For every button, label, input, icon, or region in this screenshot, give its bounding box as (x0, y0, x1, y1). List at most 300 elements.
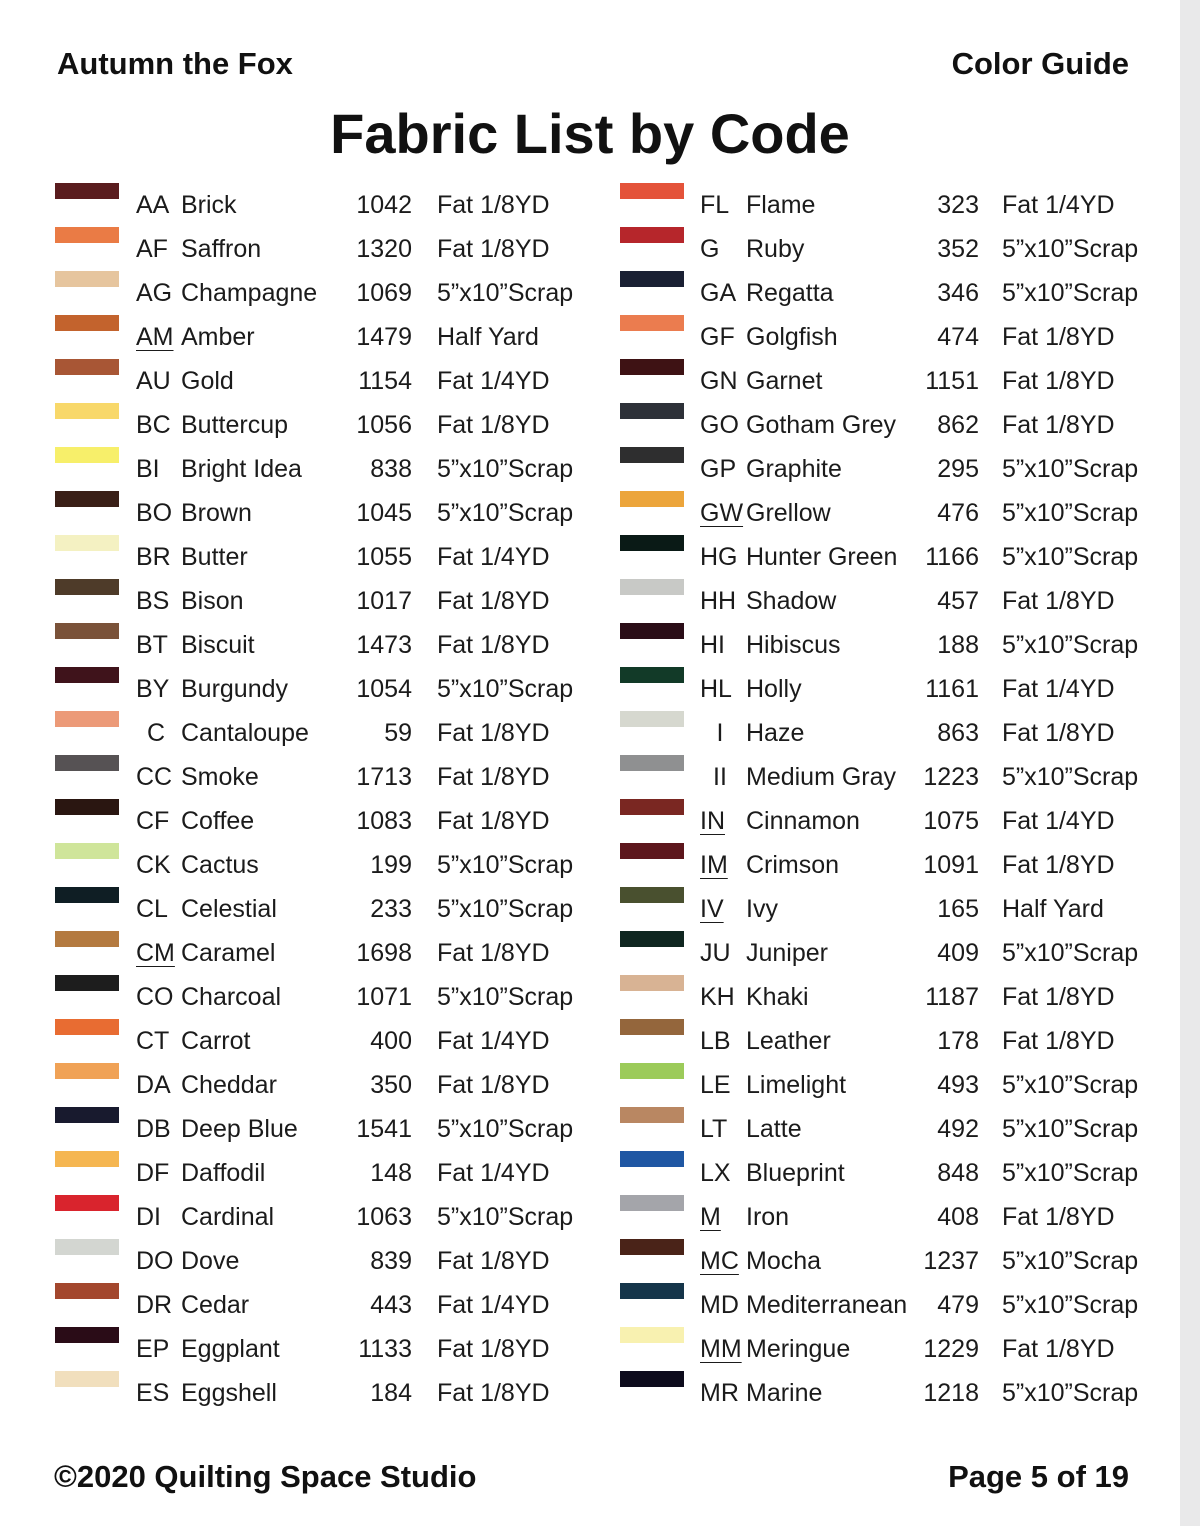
fabric-number: 178 (937, 1027, 979, 1055)
fabric-code: DR (136, 1291, 173, 1319)
fabric-name: Juniper (746, 939, 828, 967)
fabric-name: Latte (746, 1115, 802, 1143)
fabric-size: Fat 1/8YD (1002, 719, 1115, 747)
fabric-row (620, 1371, 1160, 1415)
color-swatch (620, 535, 684, 551)
fabric-code: BI (136, 455, 160, 483)
fabric-row (55, 887, 595, 931)
fabric-code: MM (700, 1335, 742, 1363)
fabric-name: Garnet (746, 367, 823, 395)
fabric-name: Mediterranean (746, 1291, 908, 1319)
fabric-row (620, 183, 1160, 227)
fabric-number: 1063 (356, 1203, 412, 1231)
fabric-row (55, 667, 595, 711)
color-swatch (55, 623, 119, 639)
fabric-name: Cantaloupe (181, 719, 309, 747)
color-swatch (620, 491, 684, 507)
fabric-row (55, 579, 595, 623)
fabric-code: HL (700, 675, 732, 703)
fabric-code: EP (136, 1335, 170, 1363)
fabric-code: DF (136, 1159, 170, 1187)
fabric-size: Fat 1/8YD (1002, 587, 1115, 615)
color-swatch (620, 975, 684, 991)
fabric-name: Buttercup (181, 411, 289, 439)
fabric-size: 5”x10”Scrap (437, 1115, 574, 1143)
fabric-row (55, 1239, 595, 1283)
color-swatch (55, 1371, 119, 1387)
fabric-code: GW (700, 499, 744, 527)
page-title: Fabric List by Code (330, 102, 850, 165)
fabric-number: 1133 (358, 1335, 412, 1363)
fabric-size: Fat 1/8YD (437, 235, 550, 263)
fabric-row (620, 1151, 1160, 1195)
fabric-name: Eggplant (181, 1335, 280, 1363)
fabric-number: 1069 (356, 279, 412, 307)
fabric-number: 1698 (356, 939, 412, 967)
fabric-code: I (716, 719, 724, 747)
fabric-row (55, 535, 595, 579)
fabric-number: 1075 (923, 807, 979, 835)
color-swatch (55, 183, 119, 199)
fabric-size: Fat 1/4YD (1002, 675, 1115, 703)
fabric-code: BT (136, 631, 168, 659)
fabric-size: Fat 1/8YD (437, 1071, 550, 1099)
fabric-size: Fat 1/8YD (437, 939, 550, 967)
page-number: Page 5 of 19 (948, 1459, 1129, 1494)
fabric-name: Meringue (746, 1335, 851, 1363)
fabric-number: 1071 (356, 983, 412, 1011)
fabric-name: Iron (746, 1203, 790, 1231)
fabric-row (55, 799, 595, 843)
fabric-number: 184 (370, 1379, 412, 1407)
fabric-size: Fat 1/8YD (437, 631, 550, 659)
fabric-row (620, 315, 1160, 359)
fabric-size: Half Yard (437, 323, 539, 351)
fabric-size: 5”x10”Scrap (1002, 1159, 1139, 1187)
fabric-size: 5”x10”Scrap (1002, 499, 1139, 527)
fabric-number: 1017 (356, 587, 412, 615)
color-swatch (620, 755, 684, 771)
fabric-row (55, 271, 595, 315)
fabric-size: Fat 1/8YD (1002, 983, 1115, 1011)
fabric-number: 408 (937, 1203, 979, 1231)
color-swatch (55, 535, 119, 551)
fabric-name: Amber (181, 323, 255, 351)
fabric-number: 839 (370, 1247, 412, 1275)
color-swatch (620, 1327, 684, 1343)
fabric-number: 295 (937, 455, 979, 483)
fabric-name: Grellow (746, 499, 831, 527)
fabric-name: Blueprint (746, 1159, 845, 1187)
fabric-code: BO (136, 499, 173, 527)
fabric-code: C (146, 719, 166, 747)
fabric-name: Coffee (181, 807, 255, 835)
fabric-name: Graphite (746, 455, 842, 483)
fabric-code: GF (700, 323, 735, 351)
color-swatch (620, 1371, 684, 1387)
fabric-code: AG (136, 279, 173, 307)
fabric-row (55, 315, 595, 359)
color-swatch (55, 447, 119, 463)
fabric-row (55, 1019, 595, 1063)
fabric-code: CF (136, 807, 170, 835)
fabric-row (620, 403, 1160, 447)
fabric-row (55, 403, 595, 447)
fabric-row (620, 491, 1160, 535)
fabric-name: Golgfish (746, 323, 838, 351)
fabric-row (620, 1107, 1160, 1151)
fabric-size: 5”x10”Scrap (437, 455, 574, 483)
fabric-code: BC (136, 411, 171, 439)
fabric-code: BR (136, 543, 171, 571)
fabric-row (620, 623, 1160, 667)
fabric-name: Holly (746, 675, 802, 703)
color-swatch (620, 623, 684, 639)
fabric-row (620, 1283, 1160, 1327)
fabric-number: 862 (937, 411, 979, 439)
fabric-code: DO (136, 1247, 174, 1275)
color-swatch (55, 271, 119, 287)
fabric-row (55, 183, 595, 227)
fabric-code: DB (136, 1115, 171, 1143)
fabric-row (55, 1195, 595, 1239)
fabric-row (620, 755, 1160, 799)
fabric-number: 1218 (923, 1379, 979, 1407)
guide-label: Color Guide (951, 46, 1129, 81)
fabric-name: Brick (181, 191, 237, 219)
fabric-size: Fat 1/8YD (437, 411, 550, 439)
fabric-size: 5”x10”Scrap (1002, 1379, 1139, 1407)
fabric-name: Gold (181, 367, 234, 395)
fabric-size: Fat 1/8YD (437, 587, 550, 615)
fabric-name: Carrot (181, 1027, 251, 1055)
fabric-list-left-column (55, 183, 595, 1415)
color-swatch (55, 799, 119, 815)
fabric-code: M (700, 1203, 721, 1231)
fabric-code: CM (136, 939, 175, 967)
fabric-number: 409 (937, 939, 979, 967)
fabric-name: Ivy (746, 895, 778, 923)
fabric-name: Deep Blue (181, 1115, 298, 1143)
color-swatch (55, 491, 119, 507)
fabric-number: 457 (937, 587, 979, 615)
fabric-name: Burgundy (181, 675, 289, 703)
fabric-number: 148 (370, 1159, 412, 1187)
fabric-size: 5”x10”Scrap (1002, 543, 1139, 571)
pattern-name: Autumn the Fox (57, 46, 293, 81)
fabric-number: 1187 (925, 983, 979, 1011)
fabric-size: 5”x10”Scrap (1002, 763, 1139, 791)
fabric-code: AA (136, 191, 170, 219)
fabric-row (55, 1283, 595, 1327)
fabric-number: 350 (370, 1071, 412, 1099)
color-swatch (620, 315, 684, 331)
fabric-number: 479 (937, 1291, 979, 1319)
fabric-row (55, 447, 595, 491)
fabric-row (55, 227, 595, 271)
fabric-size: Fat 1/8YD (1002, 323, 1115, 351)
fabric-name: Butter (181, 543, 248, 571)
fabric-code: BY (136, 675, 170, 703)
fabric-number: 1045 (356, 499, 412, 527)
fabric-number: 400 (370, 1027, 412, 1055)
fabric-number: 492 (937, 1115, 979, 1143)
fabric-code: HI (700, 631, 725, 659)
fabric-size: Fat 1/8YD (437, 1247, 550, 1275)
fabric-size: 5”x10”Scrap (437, 1203, 574, 1231)
fabric-name: Regatta (746, 279, 834, 307)
fabric-code: IM (700, 851, 728, 879)
fabric-name: Celestial (181, 895, 277, 923)
fabric-name: Limelight (746, 1071, 847, 1099)
fabric-name: Hunter Green (746, 543, 898, 571)
fabric-size: Fat 1/4YD (437, 1291, 550, 1319)
color-swatch (55, 1195, 119, 1211)
fabric-code: MD (700, 1291, 739, 1319)
color-swatch (620, 183, 684, 199)
fabric-code: HH (700, 587, 737, 615)
fabric-number: 838 (370, 455, 412, 483)
fabric-name: Cedar (181, 1291, 250, 1319)
fabric-size: 5”x10”Scrap (437, 279, 574, 307)
fabric-row (620, 931, 1160, 975)
fabric-name: Biscuit (181, 631, 255, 659)
color-swatch (55, 1063, 119, 1079)
fabric-size: Fat 1/4YD (437, 1027, 550, 1055)
fabric-number: 1154 (358, 367, 412, 395)
fabric-number: 1054 (356, 675, 412, 703)
fabric-code: GA (700, 279, 737, 307)
fabric-number: 474 (937, 323, 979, 351)
color-swatch (55, 1327, 119, 1343)
fabric-name: Eggshell (181, 1379, 277, 1407)
fabric-name: Crimson (746, 851, 840, 879)
fabric-code: AM (136, 323, 174, 351)
fabric-row (620, 975, 1160, 1019)
fabric-code: CL (136, 895, 168, 923)
fabric-name: Marine (746, 1379, 823, 1407)
fabric-code: IV (700, 895, 724, 923)
fabric-number: 1713 (356, 763, 412, 791)
fabric-row (55, 931, 595, 975)
fabric-code: II (713, 763, 727, 791)
fabric-code: MR (700, 1379, 739, 1407)
fabric-row (55, 359, 595, 403)
fabric-code: DI (136, 1203, 161, 1231)
fabric-size: Fat 1/4YD (437, 543, 550, 571)
color-swatch (55, 887, 119, 903)
fabric-code: IN (700, 807, 725, 835)
fabric-code: ES (136, 1379, 170, 1407)
fabric-size: 5”x10”Scrap (437, 851, 574, 879)
fabric-code: FL (700, 191, 730, 219)
fabric-row (55, 843, 595, 887)
copyright: ©2020 Quilting Space Studio (54, 1459, 477, 1494)
fabric-number: 352 (937, 235, 979, 263)
fabric-number: 323 (937, 191, 979, 219)
fabric-name: Cheddar (181, 1071, 277, 1099)
fabric-name: Khaki (746, 983, 809, 1011)
fabric-number: 493 (937, 1071, 979, 1099)
fabric-row (55, 1151, 595, 1195)
fabric-code: CC (136, 763, 173, 791)
fabric-code: CK (136, 851, 171, 879)
fabric-row (55, 1327, 595, 1371)
color-swatch (620, 403, 684, 419)
fabric-code: KH (700, 983, 735, 1011)
fabric-name: Haze (746, 719, 805, 747)
color-swatch (620, 667, 684, 683)
fabric-number: 188 (937, 631, 979, 659)
fabric-row (620, 227, 1160, 271)
fabric-number: 1042 (356, 191, 412, 219)
fabric-size: 5”x10”Scrap (437, 499, 574, 527)
color-swatch (55, 1151, 119, 1167)
fabric-number: 59 (384, 719, 412, 747)
fabric-size: Half Yard (1002, 895, 1104, 923)
color-swatch (620, 1151, 684, 1167)
fabric-row (620, 535, 1160, 579)
fabric-row (55, 491, 595, 535)
fabric-row (620, 447, 1160, 491)
fabric-row (620, 1063, 1160, 1107)
fabric-name: Cinnamon (746, 807, 860, 835)
color-swatch (620, 931, 684, 947)
fabric-row (55, 755, 595, 799)
fabric-number: 1479 (356, 323, 412, 351)
color-swatch (55, 403, 119, 419)
fabric-size: Fat 1/8YD (1002, 367, 1115, 395)
fabric-size: Fat 1/8YD (1002, 1203, 1115, 1231)
fabric-code: DA (136, 1071, 171, 1099)
color-swatch (620, 227, 684, 243)
fabric-number: 1320 (356, 235, 412, 263)
fabric-number: 1166 (925, 543, 979, 571)
fabric-number: 1056 (356, 411, 412, 439)
fabric-size: Fat 1/4YD (1002, 191, 1115, 219)
fabric-name: Gotham Grey (746, 411, 897, 439)
fabric-row (620, 667, 1160, 711)
fabric-name: Caramel (181, 939, 276, 967)
fabric-size: 5”x10”Scrap (437, 675, 574, 703)
fabric-row (620, 843, 1160, 887)
color-swatch (620, 1283, 684, 1299)
color-swatch (620, 887, 684, 903)
color-swatch (55, 931, 119, 947)
fabric-size: 5”x10”Scrap (1002, 1115, 1139, 1143)
fabric-code: LB (700, 1027, 731, 1055)
fabric-size: Fat 1/8YD (1002, 1027, 1115, 1055)
color-swatch (55, 975, 119, 991)
fabric-row (620, 271, 1160, 315)
fabric-name: Hibiscus (746, 631, 841, 659)
fabric-code: CO (136, 983, 174, 1011)
color-swatch (55, 1019, 119, 1035)
color-swatch (620, 359, 684, 375)
color-swatch (55, 227, 119, 243)
fabric-code: AU (136, 367, 171, 395)
fabric-row (620, 1327, 1160, 1371)
fabric-row (55, 1371, 595, 1415)
fabric-number: 1083 (356, 807, 412, 835)
fabric-number: 1151 (925, 367, 979, 395)
fabric-name: Leather (746, 1027, 831, 1055)
fabric-name: Charcoal (181, 983, 282, 1011)
color-swatch (55, 359, 119, 375)
fabric-number: 1541 (356, 1115, 412, 1143)
color-swatch (55, 1283, 119, 1299)
fabric-size: 5”x10”Scrap (1002, 1071, 1139, 1099)
fabric-row (620, 1239, 1160, 1283)
fabric-code: AF (136, 235, 168, 263)
fabric-number: 1223 (923, 763, 979, 791)
color-swatch (620, 1239, 684, 1255)
fabric-row (620, 799, 1160, 843)
fabric-size: Fat 1/8YD (437, 1379, 550, 1407)
fabric-number: 1237 (923, 1247, 979, 1275)
fabric-number: 1229 (923, 1335, 979, 1363)
fabric-size: 5”x10”Scrap (437, 895, 574, 923)
color-swatch (620, 1107, 684, 1123)
fabric-name: Daffodil (181, 1159, 266, 1187)
color-swatch (55, 711, 119, 727)
fabric-name: Saffron (181, 235, 262, 263)
fabric-code: G (700, 235, 720, 263)
color-swatch (620, 579, 684, 595)
fabric-size: Fat 1/8YD (437, 807, 550, 835)
fabric-row (55, 1107, 595, 1151)
fabric-number: 1161 (925, 675, 979, 703)
fabric-name: Dove (181, 1247, 240, 1275)
fabric-number: 1055 (356, 543, 412, 571)
fabric-row (55, 1063, 595, 1107)
fabric-row (620, 579, 1160, 623)
color-swatch (55, 755, 119, 771)
color-swatch (55, 667, 119, 683)
fabric-size: Fat 1/8YD (1002, 1335, 1115, 1363)
color-swatch (55, 1107, 119, 1123)
fabric-number: 165 (937, 895, 979, 923)
fabric-code: MC (700, 1247, 739, 1275)
fabric-code: GN (700, 367, 738, 395)
fabric-row (55, 975, 595, 1019)
fabric-row (620, 359, 1160, 403)
color-swatch (620, 1195, 684, 1211)
fabric-size: Fat 1/4YD (437, 1159, 550, 1187)
fabric-code: GO (700, 411, 739, 439)
fabric-size: 5”x10”Scrap (1002, 631, 1139, 659)
fabric-number: 848 (937, 1159, 979, 1187)
fabric-size: 5”x10”Scrap (437, 983, 574, 1011)
color-swatch (620, 1019, 684, 1035)
color-swatch (55, 579, 119, 595)
fabric-code: LT (700, 1115, 728, 1143)
fabric-row (55, 711, 595, 755)
fabric-number: 346 (937, 279, 979, 307)
fabric-name: Champagne (181, 279, 318, 307)
fabric-name: Mocha (746, 1247, 822, 1275)
color-swatch (620, 843, 684, 859)
fabric-number: 476 (937, 499, 979, 527)
color-swatch (620, 799, 684, 815)
fabric-code: GP (700, 455, 737, 483)
color-swatch (55, 315, 119, 331)
color-swatch (620, 271, 684, 287)
fabric-number: 863 (937, 719, 979, 747)
fabric-code: JU (700, 939, 731, 967)
fabric-name: Ruby (746, 235, 805, 263)
fabric-name: Brown (181, 499, 252, 527)
